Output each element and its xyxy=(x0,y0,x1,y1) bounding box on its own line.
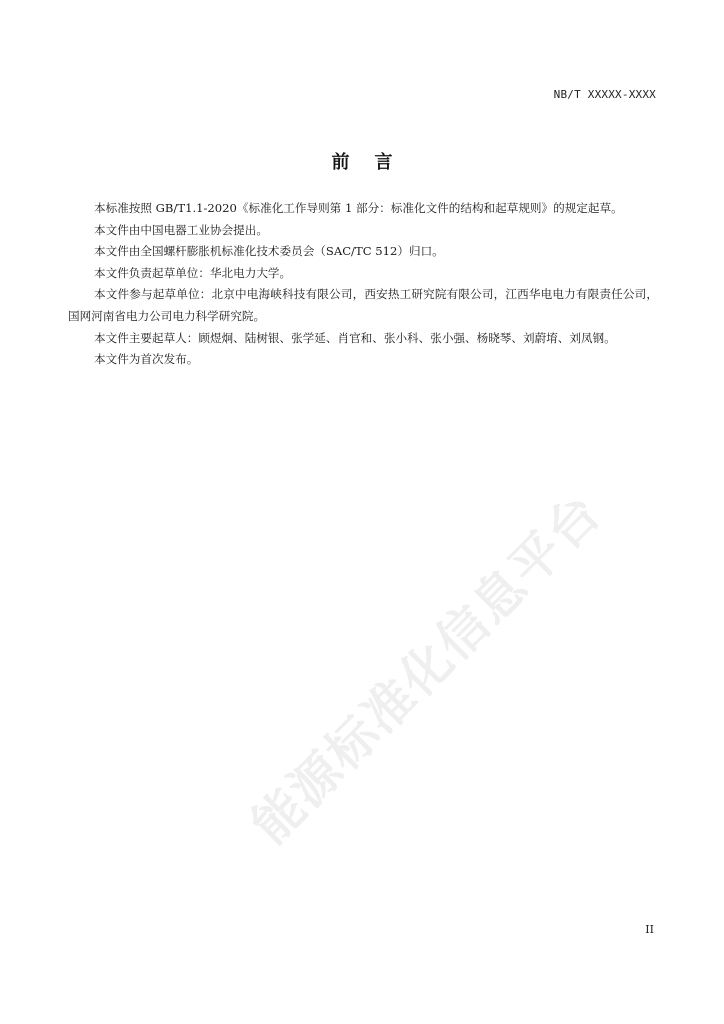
paragraph-lead-drafter-unit: 本文件负责起草单位：华北电力大学。 xyxy=(94,265,292,280)
paragraph-committee: 本文件由全国螺杆膨胀机标准化技术委员会（SAC/TC 512）归口。 xyxy=(94,244,444,259)
paragraph-participating-units: 本文件参与起草单位：北京中电海峡科技有限公司，西安热工研究院有限公司，江西华电电力有限责任公司，国网河南省电力公司电力科学研究院。 xyxy=(68,287,658,323)
standard-code: NB/T XXXXX-XXXX xyxy=(553,88,656,101)
page-number: II xyxy=(645,923,654,936)
paragraph-first-release: 本文件为首次发布。 xyxy=(94,352,199,367)
watermark: 能源标准化信息平台 xyxy=(240,482,613,855)
paragraph-proposer: 本文件由中国电器工业协会提出。 xyxy=(94,222,268,237)
paragraph-drafting-rules: 本标准按照 GB/T1.1-2020《标准化工作导则第 1 部分：标准化文件的结构和起草规则》的规定起草。 xyxy=(94,201,623,215)
paragraph-main-drafters: 本文件主要起草人：顾煜炯、陆树银、张学延、肖官和、张小科、张小强、杨晓琴、刘蔚堉、刘凤钢。 xyxy=(94,330,616,345)
page-title: 前 言 xyxy=(331,152,393,173)
foreword-body xyxy=(68,198,658,371)
